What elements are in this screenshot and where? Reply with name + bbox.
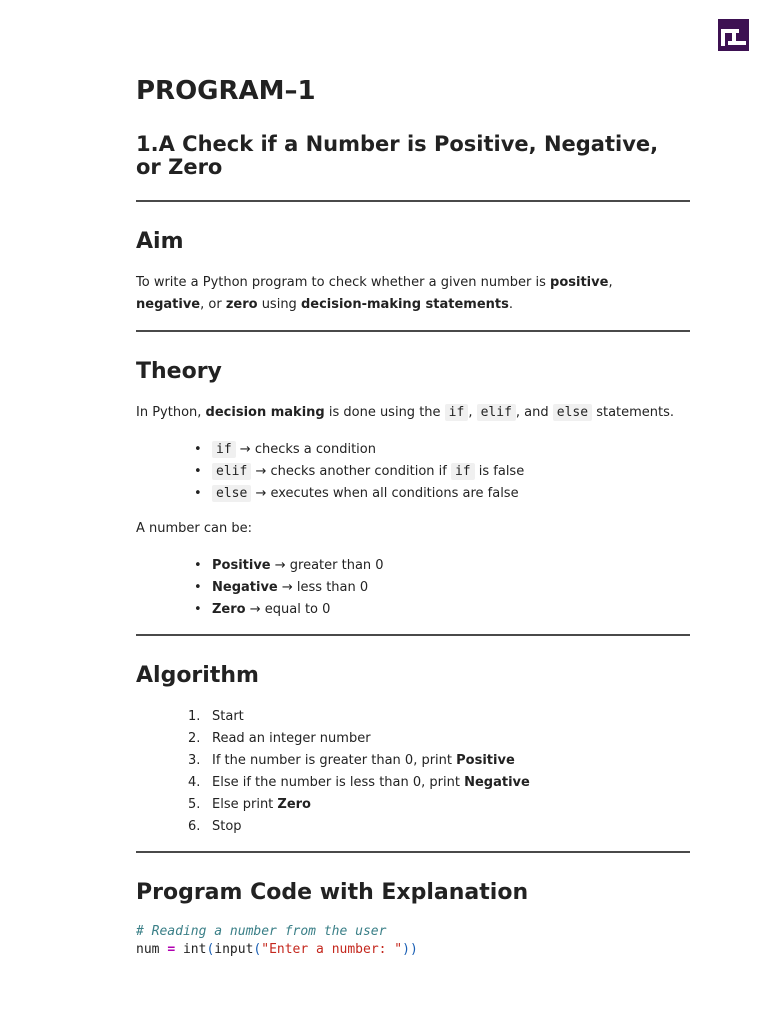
aim-text-part: . (508, 297, 513, 312)
step-number: 6. (188, 819, 201, 834)
step-text: Start (212, 709, 244, 724)
list-item (136, 750, 530, 772)
divider (136, 330, 690, 332)
theory-text-part: In Python, (136, 405, 206, 420)
page-title: PROGRAM–1 (136, 76, 316, 106)
logo-icon (718, 19, 749, 51)
divider (136, 634, 690, 636)
list-item-text: → greater than 0 (270, 558, 384, 573)
list-item-bold: Positive (212, 558, 271, 573)
divider (136, 200, 690, 202)
code-paren: ) (409, 942, 418, 957)
theory-text-part: statements. (592, 405, 675, 420)
program-heading: Program Code with Explanation (136, 880, 529, 905)
code-string: "Enter a number: " (261, 942, 403, 957)
aim-bold-negative: negative (136, 297, 201, 312)
inline-code: elif (212, 463, 251, 480)
aim-text-part: , or (200, 297, 226, 312)
list-item (136, 772, 530, 794)
code-function: input (214, 942, 254, 957)
list-item-text: is false (474, 464, 525, 479)
theory-bold-decision-making: decision making (205, 405, 325, 420)
step-text: Stop (212, 819, 242, 834)
divider (136, 851, 690, 853)
theory-statement-list (136, 439, 524, 505)
step-text: If the number is greater than 0, print (212, 753, 457, 768)
theory-intro (136, 402, 690, 424)
code-function: int (182, 942, 207, 957)
inline-code-elif: elif (477, 404, 516, 421)
theory-text-part: , and (515, 405, 553, 420)
theory-heading: Theory (136, 359, 222, 384)
aim-bold-positive: positive (550, 275, 609, 290)
list-item-text: → less than 0 (277, 580, 369, 595)
step-text: Else if the number is less than 0, print (212, 775, 465, 790)
step-number: 5. (188, 797, 201, 812)
list-item (136, 706, 530, 728)
list-item-text: → equal to 0 (245, 602, 331, 617)
list-item-bold: Negative (212, 580, 278, 595)
aim-text-part: using (257, 297, 301, 312)
list-item-text: → checks another condition if (251, 464, 451, 479)
theory-text-part: is done using the (324, 405, 445, 420)
number-types-list (136, 555, 384, 621)
algorithm-heading: Algorithm (136, 663, 259, 688)
algorithm-steps (136, 706, 530, 838)
step-bold: Negative (464, 775, 530, 790)
inline-code: if (212, 441, 236, 458)
list-item-bold: Zero (212, 602, 246, 617)
list-item (136, 483, 524, 505)
list-item (136, 816, 530, 838)
code-operator: = (167, 942, 176, 957)
code-variable: num (136, 942, 160, 957)
step-number: 3. (188, 753, 201, 768)
aim-bold-decision: decision-making statements (300, 297, 509, 312)
list-item (136, 461, 524, 483)
step-number: 2. (188, 731, 201, 746)
list-item (136, 794, 530, 816)
aim-text-part: , (608, 275, 613, 290)
list-item (136, 728, 530, 750)
list-item (136, 439, 524, 461)
step-number: 4. (188, 775, 201, 790)
list-item (136, 599, 384, 621)
page-subtitle: 1.A Check if a Number is Positive, Negative, or Zero (136, 132, 659, 179)
aim-bold-zero: zero (225, 297, 258, 312)
step-bold: Positive (456, 753, 515, 768)
step-number: 1. (188, 709, 201, 724)
step-text: Else print (212, 797, 278, 812)
list-item-text: → checks a condition (235, 442, 376, 457)
code-comment: # Reading a number from the user (136, 924, 387, 939)
inline-code-if: if (445, 404, 469, 421)
number-intro: A number can be: (136, 521, 253, 536)
list-item (136, 555, 384, 577)
inline-code-else: else (553, 404, 592, 421)
inline-code: if (451, 463, 475, 480)
aim-text (136, 272, 690, 316)
list-item (136, 577, 384, 599)
aim-heading: Aim (136, 229, 184, 254)
aim-text-part: To write a Python program to check whether a given number is (136, 275, 551, 290)
code-paren: ( (253, 942, 262, 957)
step-text: Read an integer number (212, 731, 371, 746)
theory-text-part: , (468, 405, 477, 420)
step-bold: Zero (277, 797, 311, 812)
code-paren: ( (206, 942, 215, 957)
list-item-text: → executes when all conditions are false (251, 486, 519, 501)
code-paren: ) (402, 942, 410, 957)
inline-code: else (212, 485, 251, 502)
code-block (136, 923, 418, 959)
